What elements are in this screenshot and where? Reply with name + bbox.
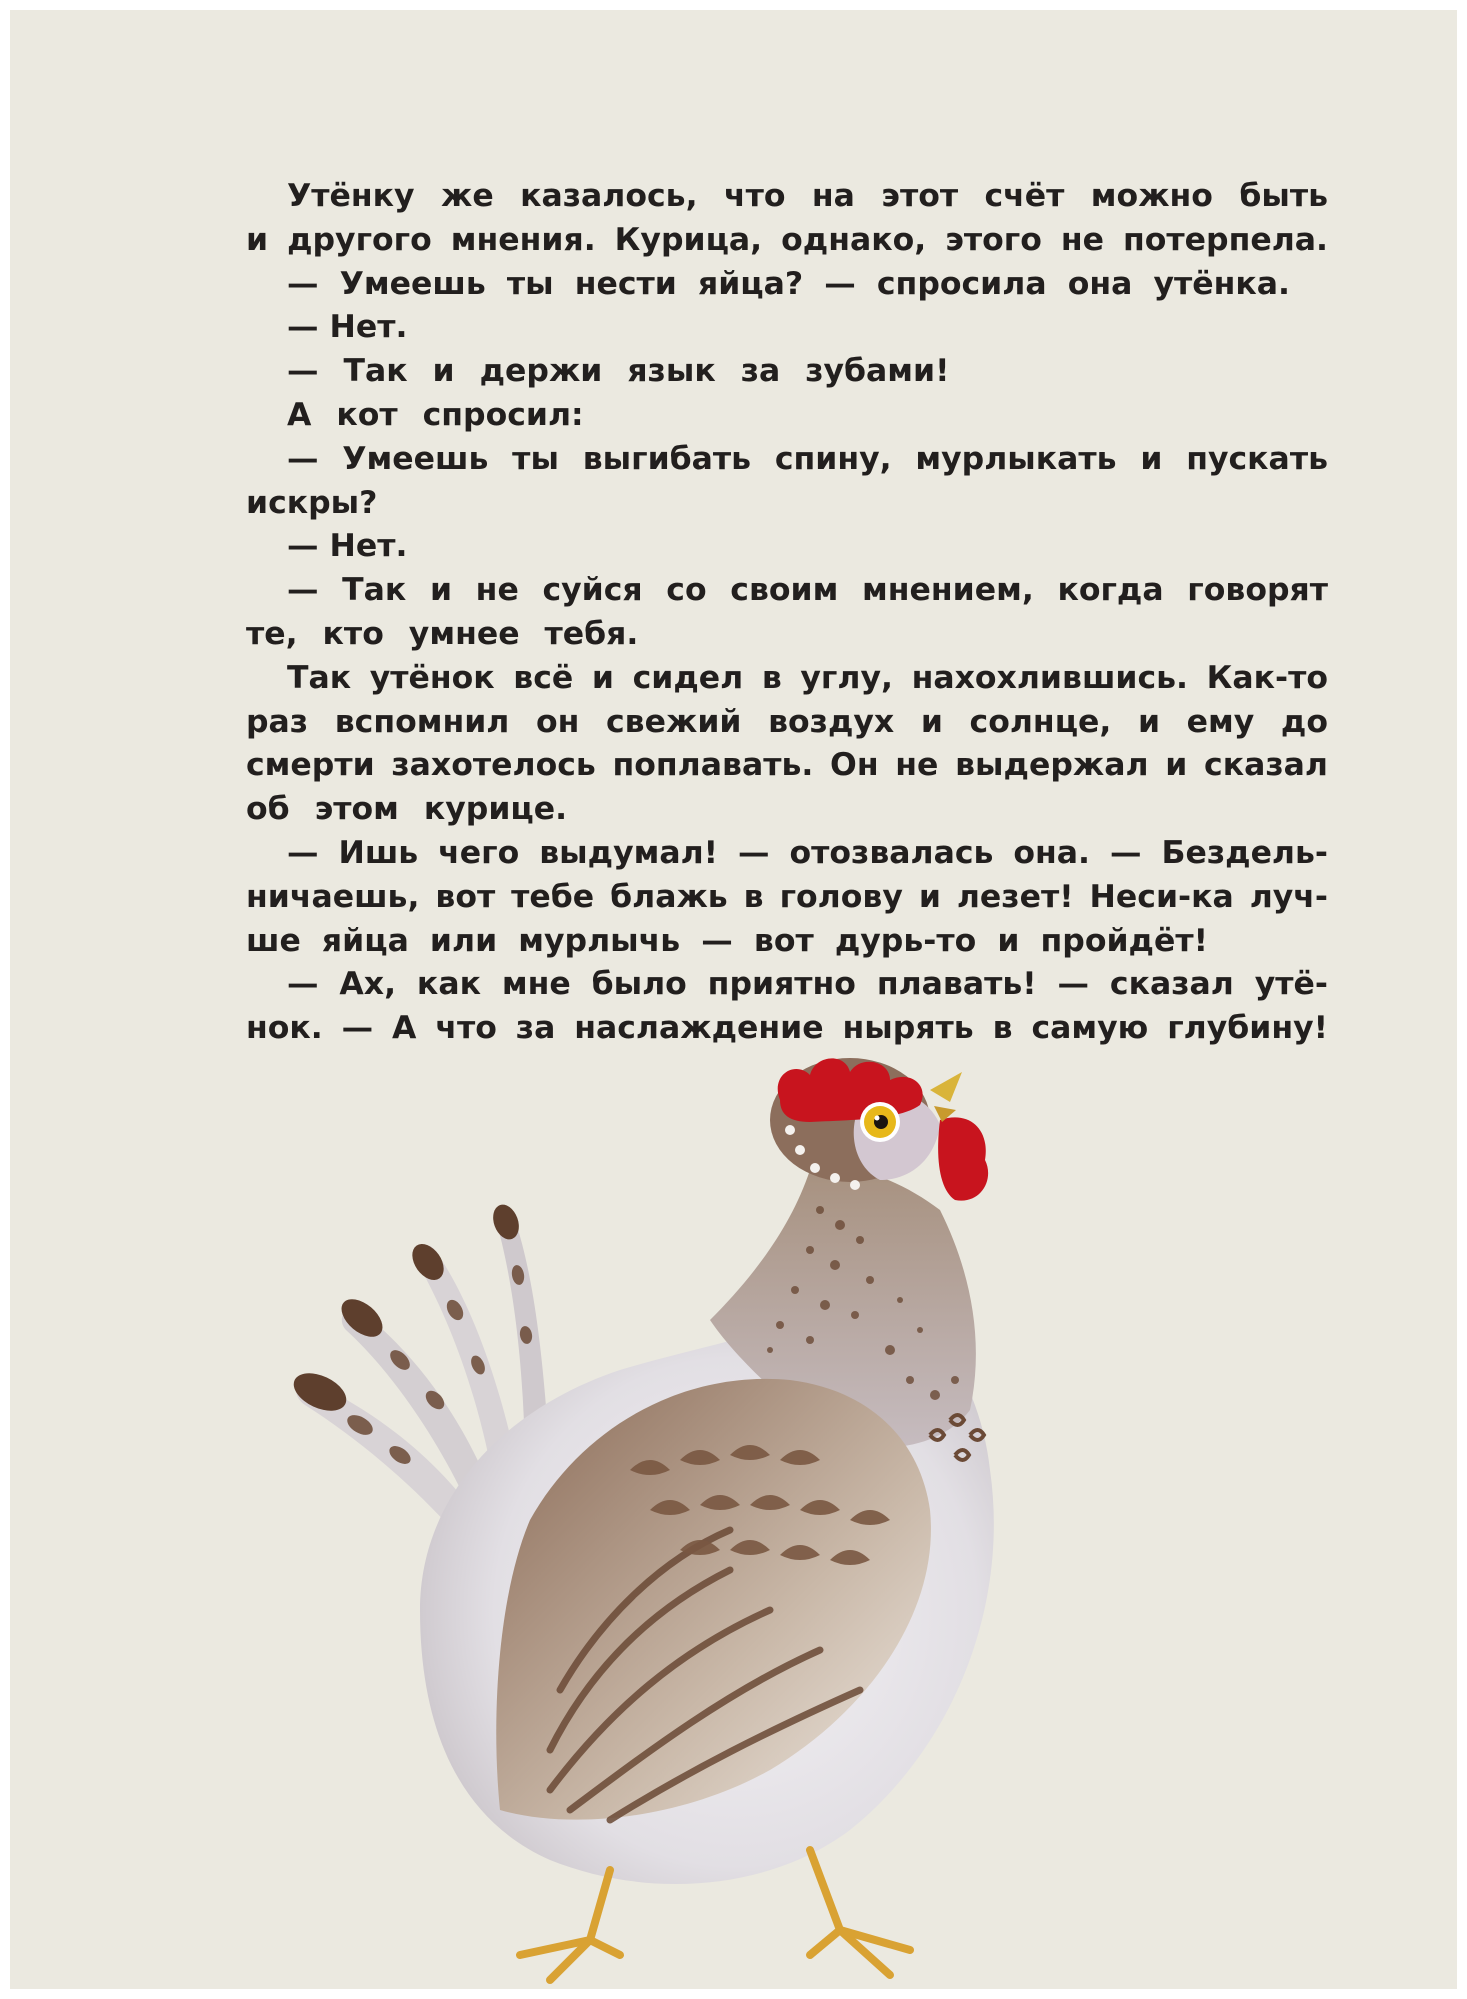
wattle: [938, 1117, 988, 1200]
story-text: [246, 175, 1328, 1051]
text-line: — Так и не суйся со своим мнением, когда говорят: [287, 572, 1328, 609]
text-line: — Так и держи язык за зубами!: [287, 353, 950, 390]
eye: [860, 1102, 900, 1142]
text-line: ничаешь, вот тебе блажь в голову и лезет! Неси-ка луч-: [246, 878, 1328, 915]
text-line: искры?: [246, 484, 378, 521]
text-line: А кот спросил:: [287, 396, 584, 433]
text-line: об этом курице.: [246, 791, 568, 828]
text-line: — Умеешь ты выгибать спину, мурлыкать и пускать: [287, 440, 1328, 477]
beak: [930, 1072, 962, 1102]
text-line: Так утёнок всё и сидел в углу, нахохлившись. Как-то: [287, 659, 1328, 696]
text-line: — Нет.: [287, 309, 408, 346]
text-line: ше яйца или мурлычь — вот дурь-то и пройдёт!: [246, 922, 1208, 959]
book-page: [10, 10, 1457, 1989]
text-line: нок. — А что за наслаждение нырять в самую глубину!: [246, 1010, 1328, 1047]
text-line: Утёнку же казалось, что на этот счёт можно быть: [287, 178, 1328, 214]
hen-illustration: [250, 1050, 1150, 1989]
text-line: — Умеешь ты нести яйца? — спросила она утёнка.: [287, 265, 1290, 302]
text-line: раз вспомнил он свежий воздух и солнце, и ему до: [246, 703, 1328, 740]
text-line: — Ах, как мне было приятно плавать! — сказал утё-: [287, 966, 1328, 1003]
text-line: смерти захотелось поплавать. Он не выдержал и сказал: [246, 747, 1328, 784]
text-line: — Нет.: [287, 528, 408, 565]
text-line: те, кто умнее тебя.: [246, 615, 639, 652]
text-line: и другого мнения. Курица, однако, этого не потерпела.: [246, 221, 1328, 258]
text-line: — Ишь чего выдумал! — отозвалась она. — Бездель-: [287, 834, 1328, 871]
